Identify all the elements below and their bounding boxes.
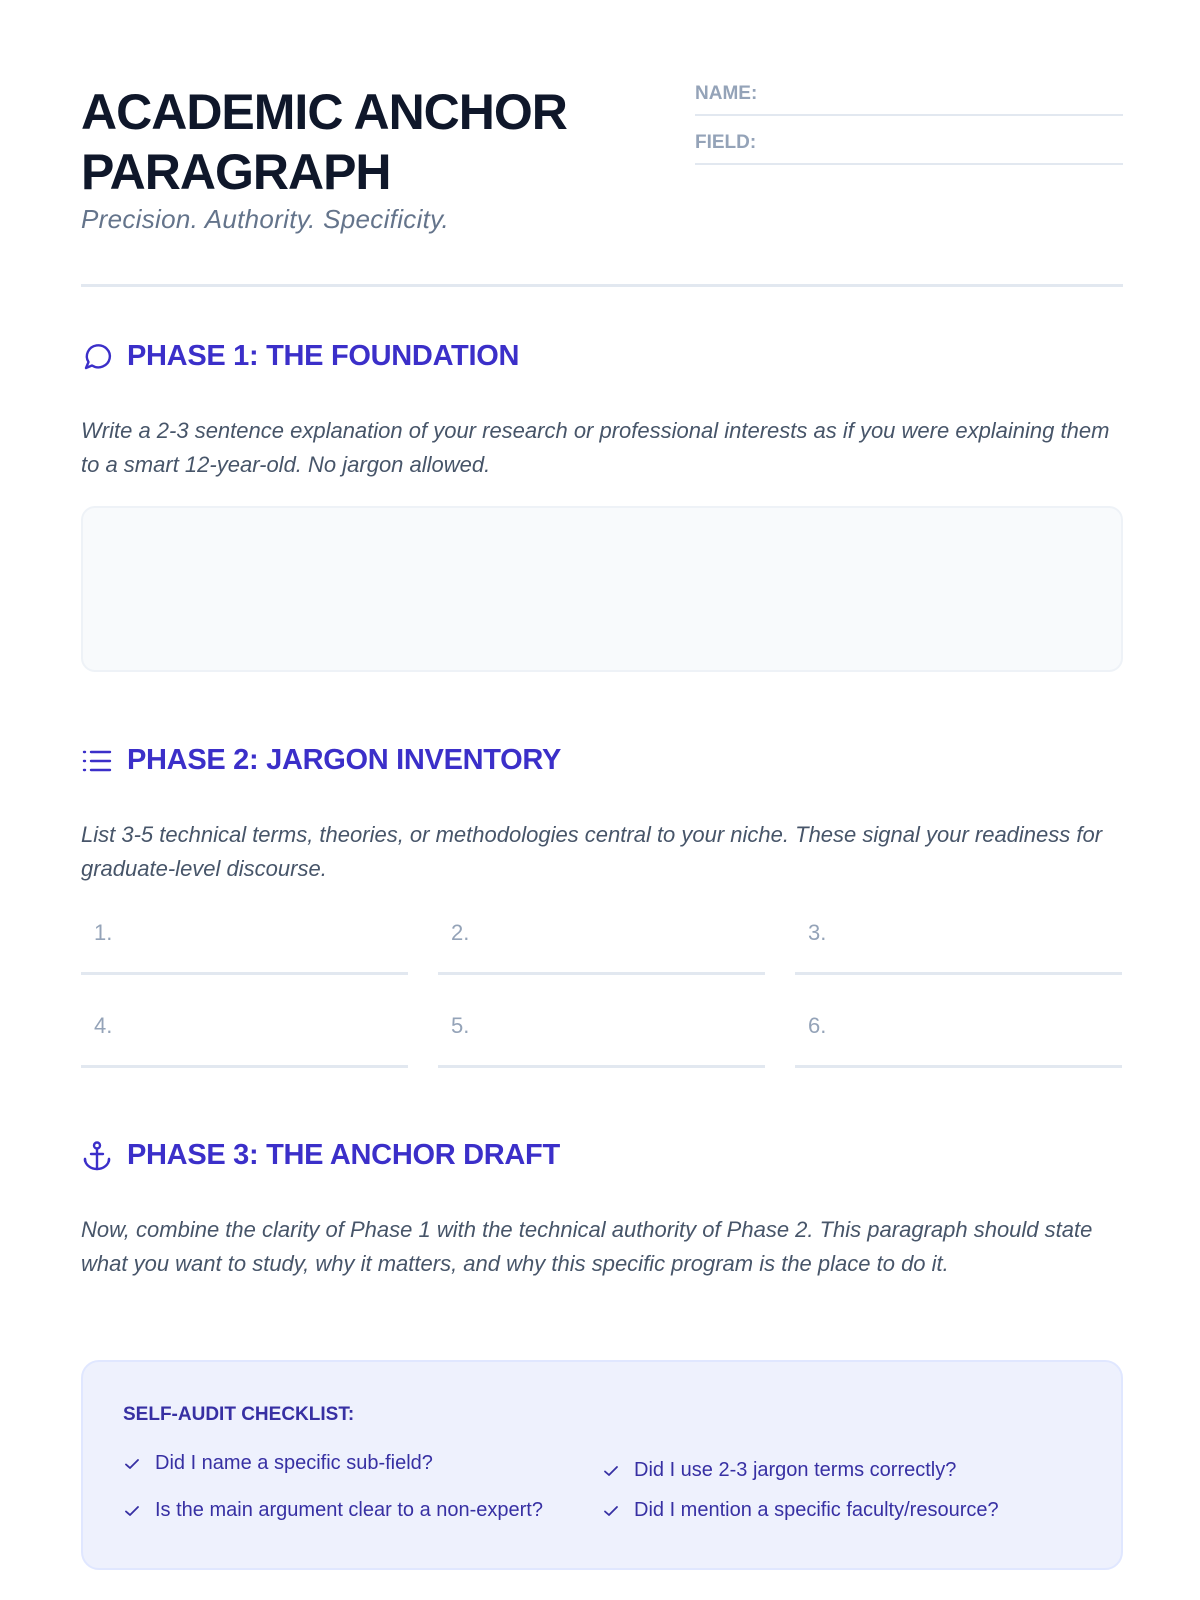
phase1-instructions: Write a 2-3 sentence explanation of your research or professional interests as if you were explaining them to a smart 12-year-old. No jargon allowed.	[81, 418, 1110, 477]
self-audit-checklist	[81, 1360, 1123, 1570]
phase1-heading	[81, 340, 519, 373]
jargon-slot-number: 5.	[451, 1013, 470, 1038]
list-icon	[81, 745, 113, 777]
name-field[interactable]	[695, 80, 1123, 116]
page-subtitle: Precision. Authority. Specificity.	[81, 204, 450, 234]
checkmark-icon	[602, 1502, 620, 1520]
phase3-title: PHASE 3: THE ANCHOR DRAFT	[127, 1139, 560, 1171]
phase3-instructions: Now, combine the clarity of Phase 1 with the technical authority of Phase 2. This paragraph should state what you want to study, why it matters, and why this specific program is the place to do it.	[81, 1217, 1093, 1276]
jargon-slot-number: 1.	[94, 920, 113, 945]
jargon-slot-number: 2.	[451, 920, 470, 945]
field-field[interactable]	[695, 129, 1123, 165]
checklist-item-label: Did I name a specific sub-field?	[155, 1452, 433, 1474]
meta-fields	[695, 80, 1123, 178]
phase2-instructions: List 3-5 technical terms, theories, or methodologies central to your niche. These signal your readiness for graduate-level discourse.	[81, 822, 1103, 881]
jargon-slot-6[interactable]	[795, 1009, 1122, 1068]
jargon-slot-number: 3.	[808, 920, 827, 945]
jargon-slot-number: 6.	[808, 1013, 827, 1038]
checklist-item	[602, 1459, 956, 1482]
phase1-title: PHASE 1: THE FOUNDATION	[127, 340, 520, 372]
jargon-slot-4[interactable]	[81, 1009, 408, 1068]
checklist-item	[602, 1499, 999, 1522]
field-label: FIELD:	[695, 132, 757, 153]
phase1-answer-box[interactable]	[81, 506, 1123, 672]
checklist-item-label: Did I use 2-3 jargon terms correctly?	[634, 1459, 957, 1481]
checklist-item	[123, 1452, 433, 1475]
checklist-item-label: Is the main argument clear to a non-expert?	[155, 1499, 543, 1521]
checklist-item-label: Did I mention a specific faculty/resource?	[634, 1499, 999, 1521]
jargon-slot-1[interactable]	[81, 916, 408, 975]
checklist-item	[123, 1499, 543, 1522]
checkmark-icon	[123, 1502, 141, 1520]
page-title: ACADEMIC ANCHOR PARAGRAPH	[81, 84, 567, 200]
checklist-title: SELF-AUDIT CHECKLIST:	[123, 1404, 355, 1425]
phase2-title: PHASE 2: JARGON INVENTORY	[127, 744, 562, 776]
checkmark-icon	[602, 1462, 620, 1480]
worksheet-header	[81, 0, 1123, 287]
checkmark-icon	[123, 1455, 141, 1473]
jargon-slot-2[interactable]	[438, 916, 765, 975]
phase2-heading	[81, 744, 561, 777]
jargon-slot-3[interactable]	[795, 916, 1122, 975]
anchor-icon	[81, 1140, 113, 1172]
chat-bubble-icon	[81, 341, 113, 373]
name-label: NAME:	[695, 83, 758, 104]
phase3-heading	[81, 1139, 560, 1172]
jargon-slot-number: 4.	[94, 1013, 113, 1038]
jargon-slot-5[interactable]	[438, 1009, 765, 1068]
worksheet-page	[81, 0, 1123, 1521]
